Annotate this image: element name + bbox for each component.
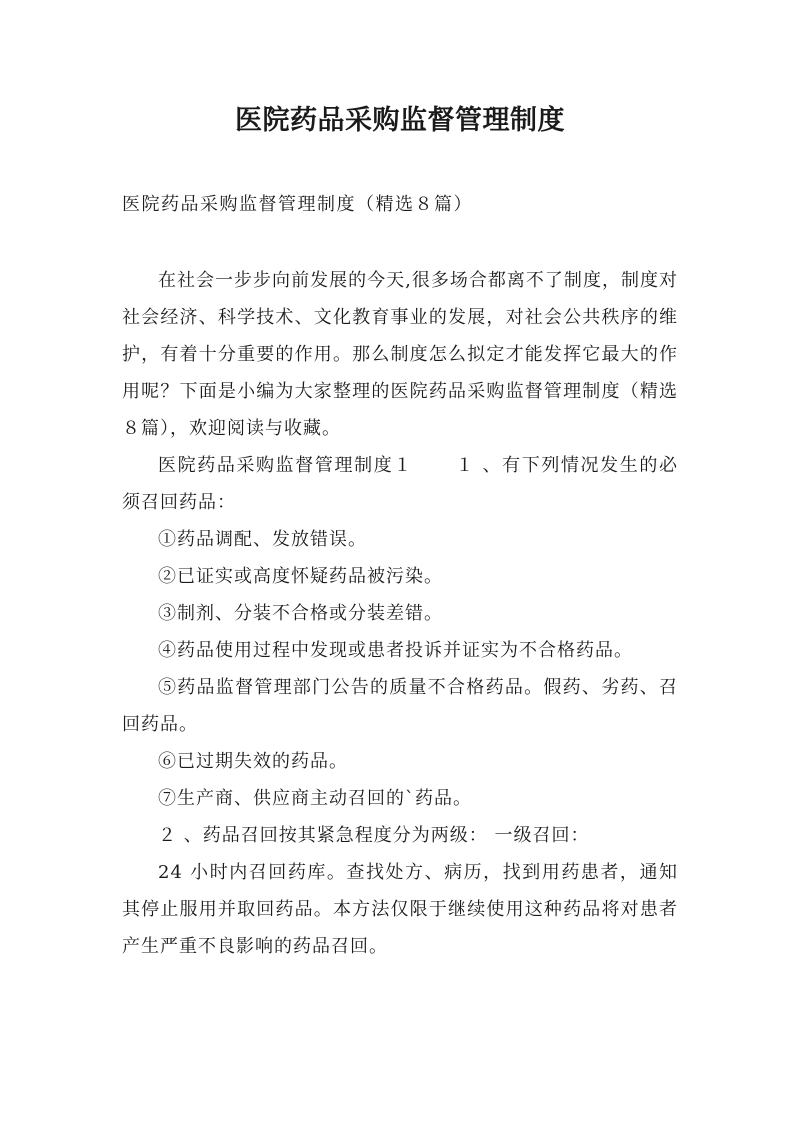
- section-1-paragraph: [122, 447, 678, 521]
- list-item: ⑤药品监督管理部门公告的质量不合格药品。假药、劣药、召回药品。: [122, 677, 678, 735]
- list-item: ④药品使用过程中发现或患者投诉并证实为不合格药品。: [158, 640, 633, 661]
- section-1-point-1: １ 、有下列情况发生的必须召回药品：: [122, 455, 678, 513]
- list-item: ①药品调配、发放错误。: [158, 529, 367, 550]
- document-subtitle: 医院药品采购监督管理制度（精选８篇）: [122, 194, 473, 215]
- intro-paragraph: 在社会一步步向前发展的今天,很多场合都离不了制度，制度对社会经济、科学技术、文化教育事业的发展，对社会公共秩序的维护，有着十分重要的作用。那么制度怎么拟定才能发挥它最大的作用呢？下面是小编为大家整理的医院药品采购监督管理制度（精选８篇），欢迎阅读与收藏。: [122, 270, 678, 439]
- list-item: ③制剂、分装不合格或分装差错。: [158, 603, 443, 624]
- document-body: [122, 262, 678, 965]
- document-title: 医院药品采购监督管理制度: [235, 105, 565, 136]
- section-1-heading: 医院药品采购监督管理制度１: [158, 455, 413, 476]
- point-2-detail-paragraph: 24 小时内召回药库。查找处方、病历，找到用药患者，通知其停止服用并取回药品。本方法仅限于继续使用这种药品将对患者产生严重不良影响的药品召回。: [122, 862, 678, 957]
- list-item: ②已证实或高度怀疑药品被污染。: [158, 566, 443, 587]
- list-item: ⑥已过期失效的药品。: [158, 751, 348, 772]
- point-2-paragraph: ２ 、药品召回按其紧急程度分为两级： 一级召回：: [158, 825, 590, 846]
- list-item: ⑦生产商、供应商主动召回的`药品。: [158, 788, 472, 809]
